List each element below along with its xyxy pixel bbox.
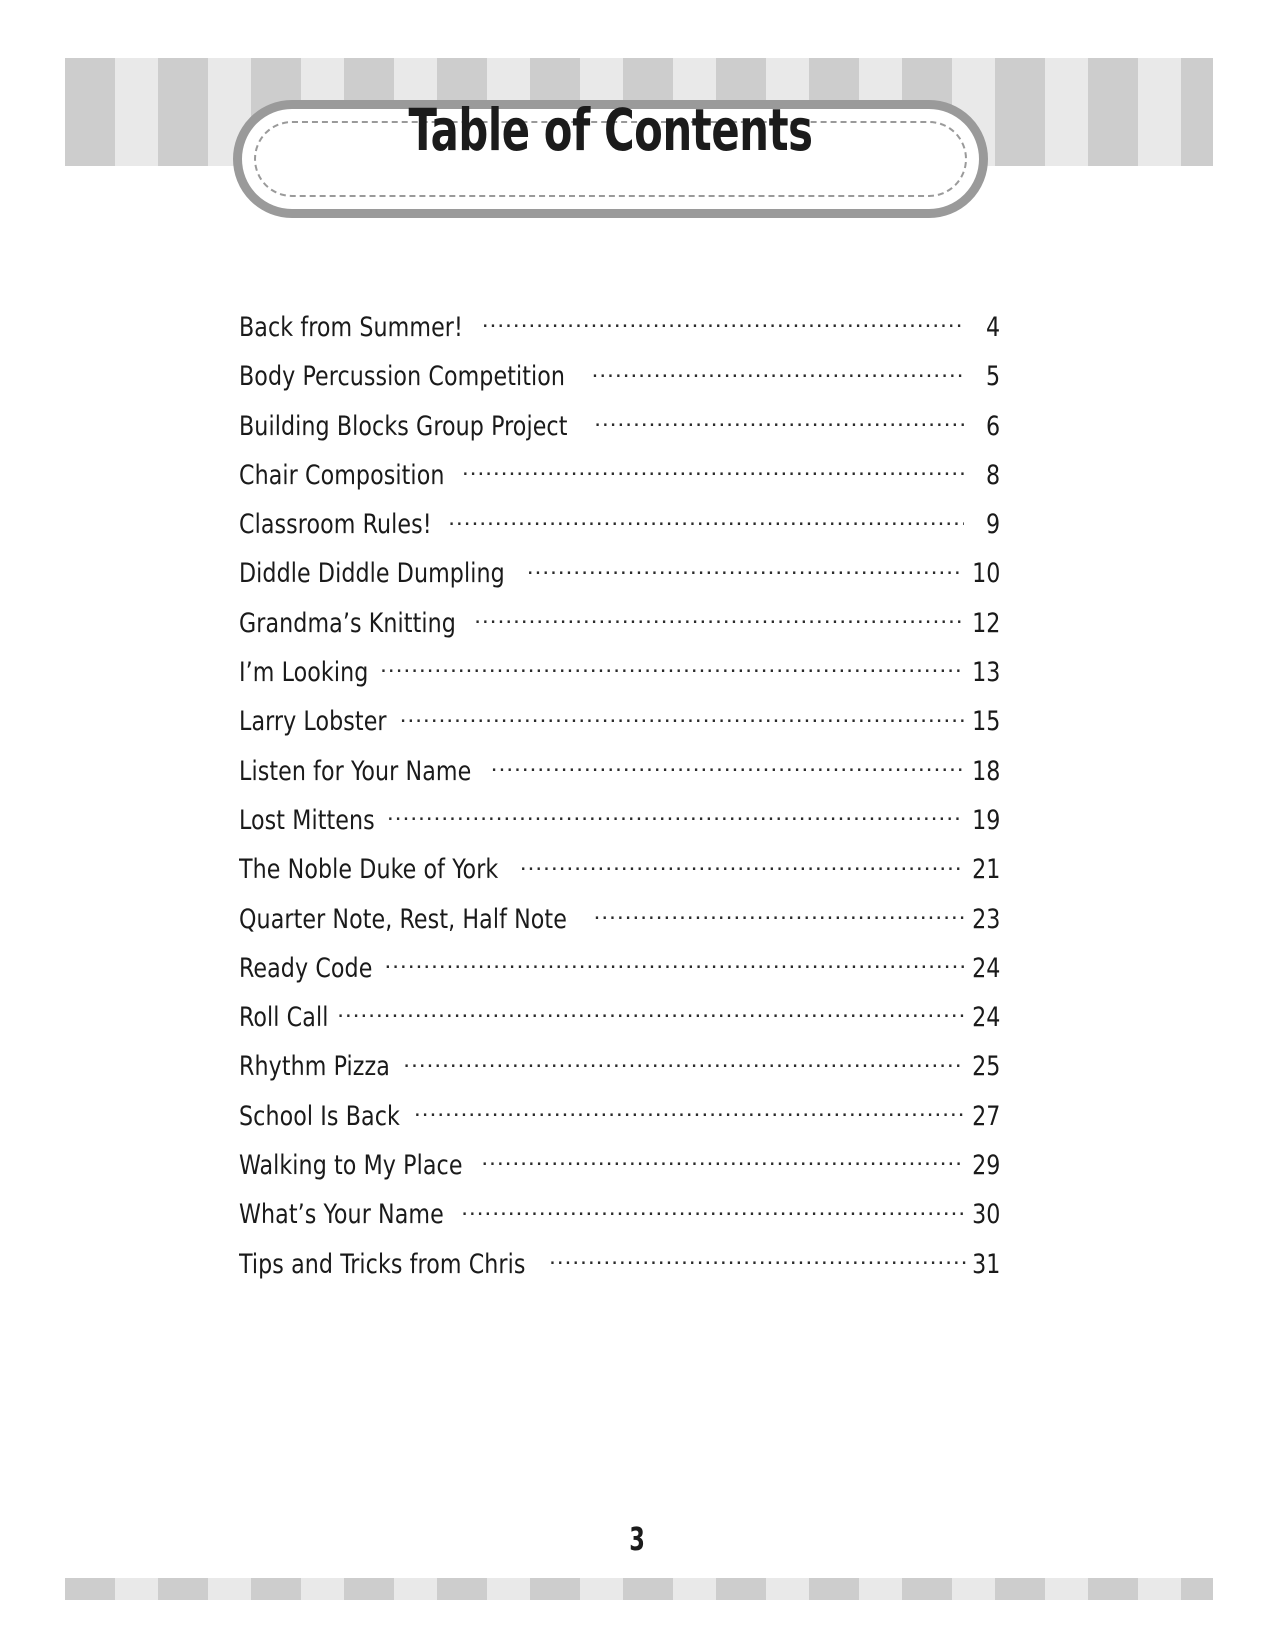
toc-dot-leader [387,803,964,829]
toc-entry-title: Walking to My Place [239,1150,463,1182]
toc-dot-leader [520,852,964,878]
toc-entry-page-number: 18 [971,755,1000,787]
toc-entry-title: Back from Summer! [239,312,463,343]
toc-entry[interactable] [239,704,1000,753]
toc-entry-page-number: 9 [985,509,1000,541]
toc-entry-title: Listen for Your Name [239,755,472,787]
toc-entry-page-number: 24 [971,1002,1000,1034]
toc-entry[interactable] [239,556,1000,605]
toc-entry-title: Quarter Note, Rest, Half Note [239,903,567,935]
toc-entry-title: Body Percussion Competition [239,361,566,393]
toc-dot-leader [400,704,964,730]
toc-entry[interactable] [239,409,1000,458]
toc-entry-title: I’m Looking [239,657,369,689]
toc-dot-leader [380,655,964,681]
toc-entry-title: Roll Call [239,1002,329,1034]
toc-entry-title: School Is Back [239,1100,400,1132]
toc-entry-title: Grandma’s Knitting [239,607,456,639]
toc-dot-leader [448,507,964,533]
toc-dot-leader [462,458,964,484]
page-title [242,96,979,188]
toc-dot-leader [461,1197,964,1223]
toc-dot-leader [592,359,964,385]
toc-entry-page-number: 30 [971,1199,1000,1231]
toc-entry-page-number: 5 [985,361,1000,393]
toc-entry[interactable] [239,1049,1000,1098]
toc-entry[interactable] [239,655,1000,704]
table-of-contents-list [239,310,1000,1296]
toc-dot-leader [594,409,964,435]
toc-entry-title: Lost Mittens [239,804,375,836]
page-title-text: Table of Contents [408,96,813,164]
toc-entry-title: Diddle Diddle Dumpling [239,558,505,590]
toc-entry[interactable] [239,458,1000,507]
toc-entry-title: Larry Lobster [239,706,387,738]
toc-entry[interactable] [239,359,1000,408]
toc-entry[interactable] [239,1247,1000,1296]
toc-dot-leader [385,951,964,977]
toc-entry-page-number: 19 [971,804,1000,836]
toc-entry[interactable] [239,310,1000,359]
toc-entry-page-number: 10 [971,558,1000,590]
toc-entry-page-number: 6 [985,410,1000,442]
toc-entry[interactable] [239,754,1000,803]
toc-dot-leader [482,310,964,336]
toc-entry-title: What’s Your Name [239,1199,444,1231]
toc-entry[interactable] [239,507,1000,556]
toc-dot-leader [403,1049,964,1075]
toc-entry-title: Building Blocks Group Project [239,410,568,442]
toc-entry-page-number: 13 [971,657,1000,689]
toc-entry[interactable] [239,803,1000,852]
toc-entry-page-number: 31 [971,1248,1000,1280]
toc-entry-page-number: 23 [971,903,1000,935]
toc-entry-title: Chair Composition [239,459,445,491]
toc-entry[interactable] [239,1099,1000,1148]
toc-entry[interactable] [239,1197,1000,1246]
toc-entry-page-number: 29 [971,1150,1000,1182]
toc-dot-leader [594,902,964,928]
toc-dot-leader [549,1247,966,1273]
toc-dot-leader [337,1000,964,1026]
title-banner [233,96,988,218]
toc-dot-leader [481,1148,964,1174]
toc-dot-leader [527,556,964,582]
toc-entry-title: Ready Code [239,952,373,984]
toc-entry-page-number: 27 [971,1100,1000,1132]
footer-stripe-band [65,1578,1213,1600]
toc-dot-leader [414,1099,964,1125]
toc-entry-page-number: 4 [985,312,1000,343]
toc-entry-page-number: 25 [971,1051,1000,1083]
toc-entry-page-number: 12 [971,607,1000,639]
toc-entry[interactable] [239,1148,1000,1197]
toc-dot-leader [474,606,964,632]
toc-entry-page-number: 24 [971,952,1000,984]
toc-entry[interactable] [239,852,1000,901]
toc-entry-title: Tips and Tricks from Chris [239,1248,526,1280]
toc-entry[interactable] [239,902,1000,951]
toc-entry-title: The Noble Duke of York [239,854,499,886]
toc-entry-page-number: 15 [971,706,1000,738]
toc-entry-page-number: 8 [985,459,1000,491]
toc-entry-title: Rhythm Pizza [239,1051,390,1083]
toc-entry[interactable] [239,606,1000,655]
footer-page-number: 3 [629,1520,646,1558]
toc-entry[interactable] [239,951,1000,1000]
toc-entry-title: Classroom Rules! [239,509,432,541]
toc-dot-leader [491,754,964,780]
toc-entry-page-number: 21 [971,854,1000,886]
toc-entry[interactable] [239,1000,1000,1049]
